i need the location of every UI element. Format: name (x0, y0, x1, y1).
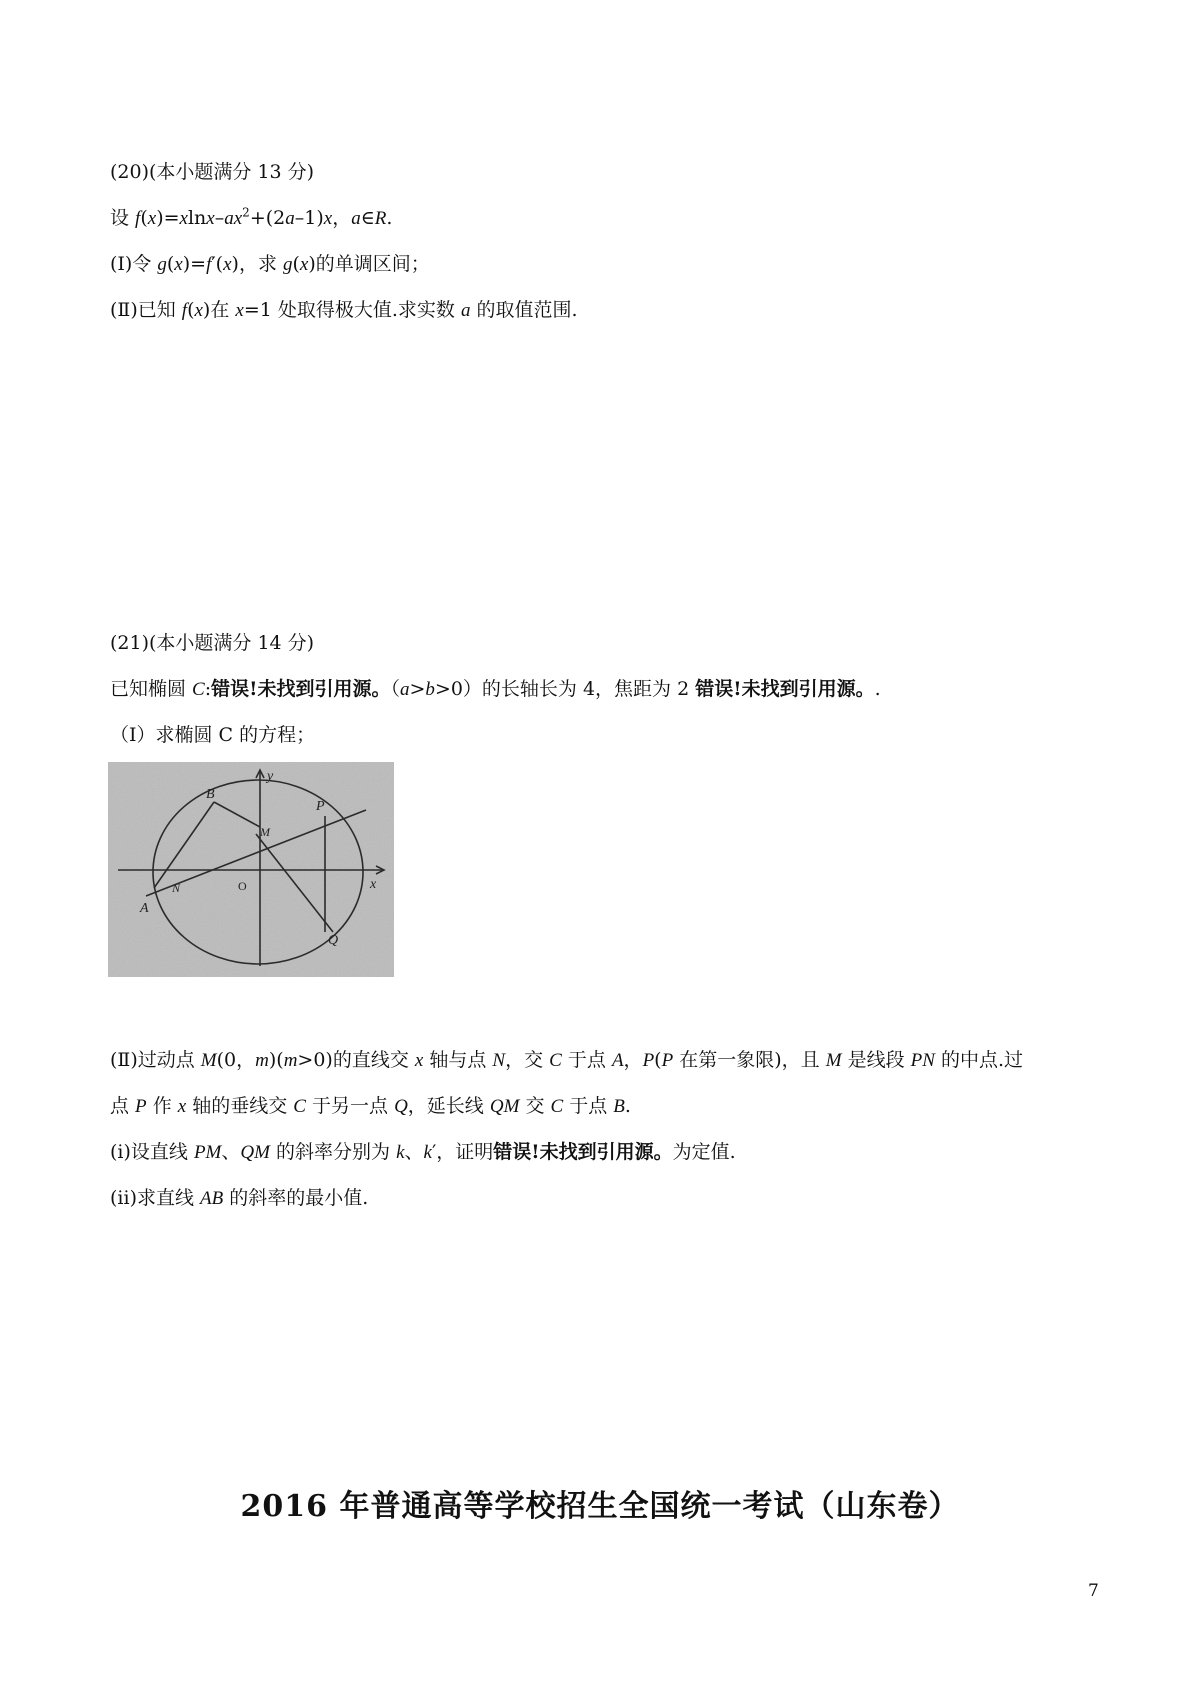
label-x: x (370, 877, 377, 892)
q21-sub-ii: (ii)求直线 AB 的斜率的最小值. (110, 1187, 369, 1209)
q20-header: (20)(本小题满分 13 分) (110, 161, 315, 183)
ref-error: 错误!未找到引用源。 (695, 678, 875, 700)
q21-sub-i: (i)设直线 PM、QM 的斜率分别为 k、k′，证明错误!未找到引用源。为定值. (110, 1141, 736, 1163)
q21-part2-line2: 点 P 作 x 轴的垂线交 C 于另一点 Q，延长线 QM 交 C 于点 B. (110, 1095, 631, 1117)
q20-stem: 设 $f(x)=xlnx-ax^2+(2a-1)x$，a∈R. (110, 205, 393, 229)
label-a: A (140, 901, 149, 916)
page-number: 7 (1088, 1581, 1099, 1601)
label-y: y (267, 769, 274, 784)
q21-part1: （Ⅰ）求椭圆 C 的方程； (110, 724, 316, 746)
ref-error: 错误!未找到引用源。 (211, 678, 391, 700)
ref-error: 错误!未找到引用源。 (493, 1141, 673, 1163)
label-n: N (172, 881, 181, 895)
label-p: P (316, 799, 325, 814)
ellipse-figure (108, 762, 394, 977)
q21-stem: 已知椭圆 C:错误!未找到引用源。（a>b>0）的长轴长为 4，焦距为 2 错误!未找到引用源。. (110, 678, 881, 700)
q21-part2-line1: (Ⅱ)过动点 M(0，m)(m>0)的直线交 x 轴与点 N，交 C 于点 A，P(P 在第一象限)，且 M 是线段 PN 的中点.过 (110, 1049, 1023, 1071)
label-b: B (206, 787, 215, 802)
q20-part2: (Ⅱ)已知 f(x)在 x=1 处取得极大值.求实数 a 的取值范围. (110, 299, 578, 321)
label-q: Q (328, 933, 339, 948)
label-m: M (260, 825, 270, 839)
q20-part1: (Ⅰ)令 g(x)=f′(x)，求 g(x)的单调区间； (110, 253, 430, 275)
section-title: 2016 年普通高等学校招生全国统一考试（山东卷） (240, 1489, 960, 1524)
label-o: O (238, 879, 247, 893)
q21-header: (21)(本小题满分 14 分) (110, 632, 315, 654)
